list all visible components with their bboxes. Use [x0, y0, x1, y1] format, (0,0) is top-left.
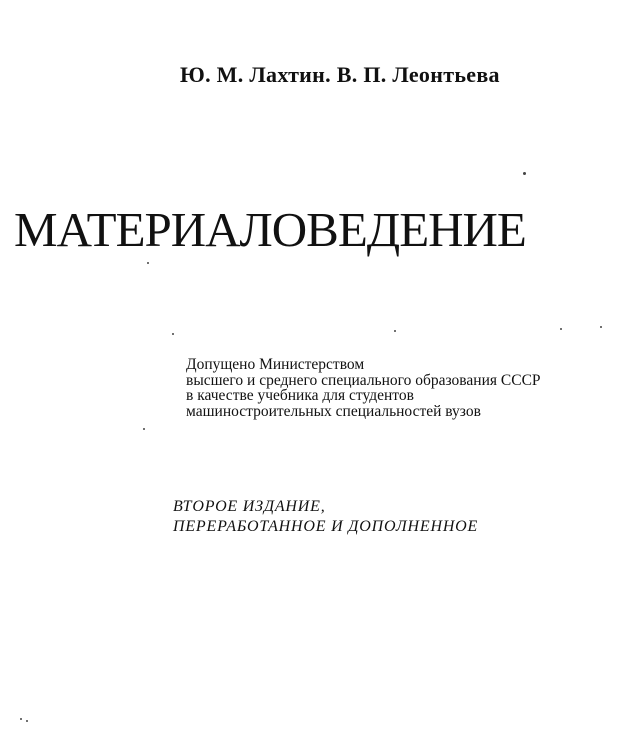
edition-note: [173, 497, 478, 537]
approval-line: Допущено Министерством: [186, 356, 365, 373]
scan-speck: [172, 333, 174, 335]
scan-speck: [147, 262, 149, 264]
scan-speck: [523, 172, 526, 175]
scan-speck: [20, 718, 22, 720]
scan-speck: [394, 330, 396, 332]
authors: Ю. М. Лахтин. В. П. Леонтьева: [180, 62, 500, 87]
scan-speck: [600, 326, 602, 328]
book-title: МАТЕРИАЛОВЕДЕНИЕ: [14, 202, 526, 257]
approval-line: высшего и среднего специального образования СССР: [186, 371, 541, 389]
scan-speck: [560, 328, 562, 330]
scan-speck: [26, 720, 28, 722]
edition-line: ПЕРЕРАБОТАННОЕ И ДОПОЛНЕННОЕ: [173, 518, 479, 535]
approval-line: в качестве учебника для студентов: [186, 387, 414, 404]
scan-speck: [143, 428, 145, 430]
edition-line: ВТОРОЕ ИЗДАНИЕ,: [173, 498, 326, 515]
approval-note: [186, 357, 541, 419]
approval-line: машиностроительных специальностей вузов: [186, 402, 481, 420]
